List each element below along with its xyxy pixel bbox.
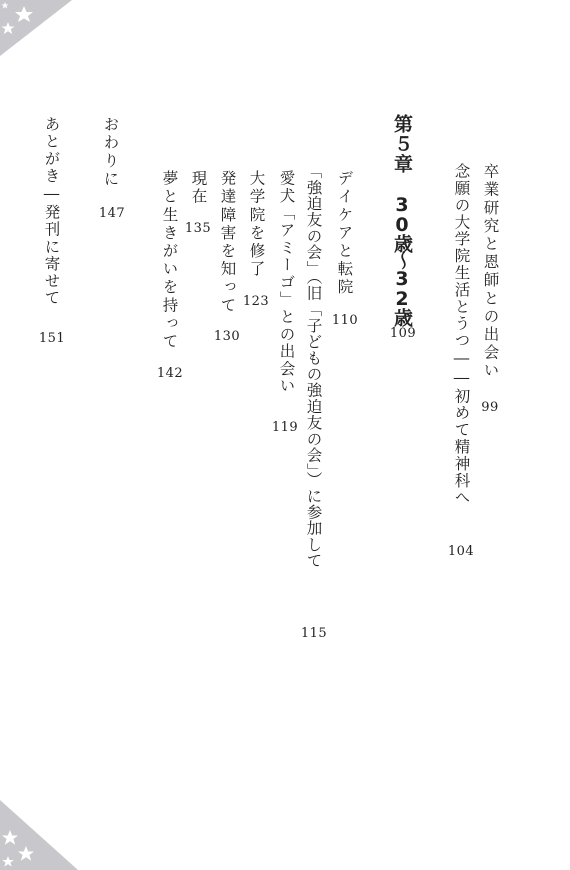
toc-entry-page: 147 — [98, 206, 126, 221]
toc-entry-page: 104 — [447, 544, 475, 559]
toc-entry-title[interactable]: 発達障害を知って — [218, 170, 237, 315]
chapter-page: 109 — [389, 326, 417, 341]
toc-entry-page: 151 — [38, 331, 66, 346]
toc-entry-title[interactable]: あとがき―発刊に寄せて — [42, 116, 61, 307]
toc-entry-title[interactable]: 大学院を修了 — [247, 170, 266, 279]
toc-entry-title[interactable]: おわりに — [101, 116, 120, 189]
chapter-title: 30歳〜32歳 — [391, 194, 413, 325]
toc-entry-page: 119 — [271, 420, 299, 435]
toc-entry-page: 135 — [184, 221, 212, 236]
toc-entry-title[interactable]: デイケアと転院 — [335, 170, 354, 297]
chapter-number: 第５章 — [391, 114, 413, 174]
toc-entry-title[interactable]: 夢と生きがいを持って — [160, 170, 179, 351]
toc-entry-title[interactable]: 卒業研究と恩師との出会い — [481, 163, 500, 381]
toc-entry-page: 123 — [242, 294, 270, 309]
corner-ornament-top — [0, 0, 72, 56]
toc-entry-page: 115 — [300, 626, 328, 641]
toc-entry-page: 130 — [213, 329, 241, 344]
toc-entry-page: 110 — [331, 313, 359, 328]
toc-entry-page: 142 — [156, 366, 184, 381]
toc-entry-title[interactable]: 現在 — [189, 170, 208, 207]
toc-entry-title[interactable]: 「強迫友の会」（旧「子どもの強迫友の会」）に参加して — [304, 163, 323, 569]
toc-entry-page: 99 — [481, 400, 499, 415]
toc-entry-title[interactable]: 念願の大学院生活とうつ――初めて精神科へ — [452, 163, 471, 506]
corner-ornament-bottom — [0, 800, 78, 870]
toc-entry-title[interactable]: 愛犬「アミーゴ」との出会い — [277, 170, 296, 395]
